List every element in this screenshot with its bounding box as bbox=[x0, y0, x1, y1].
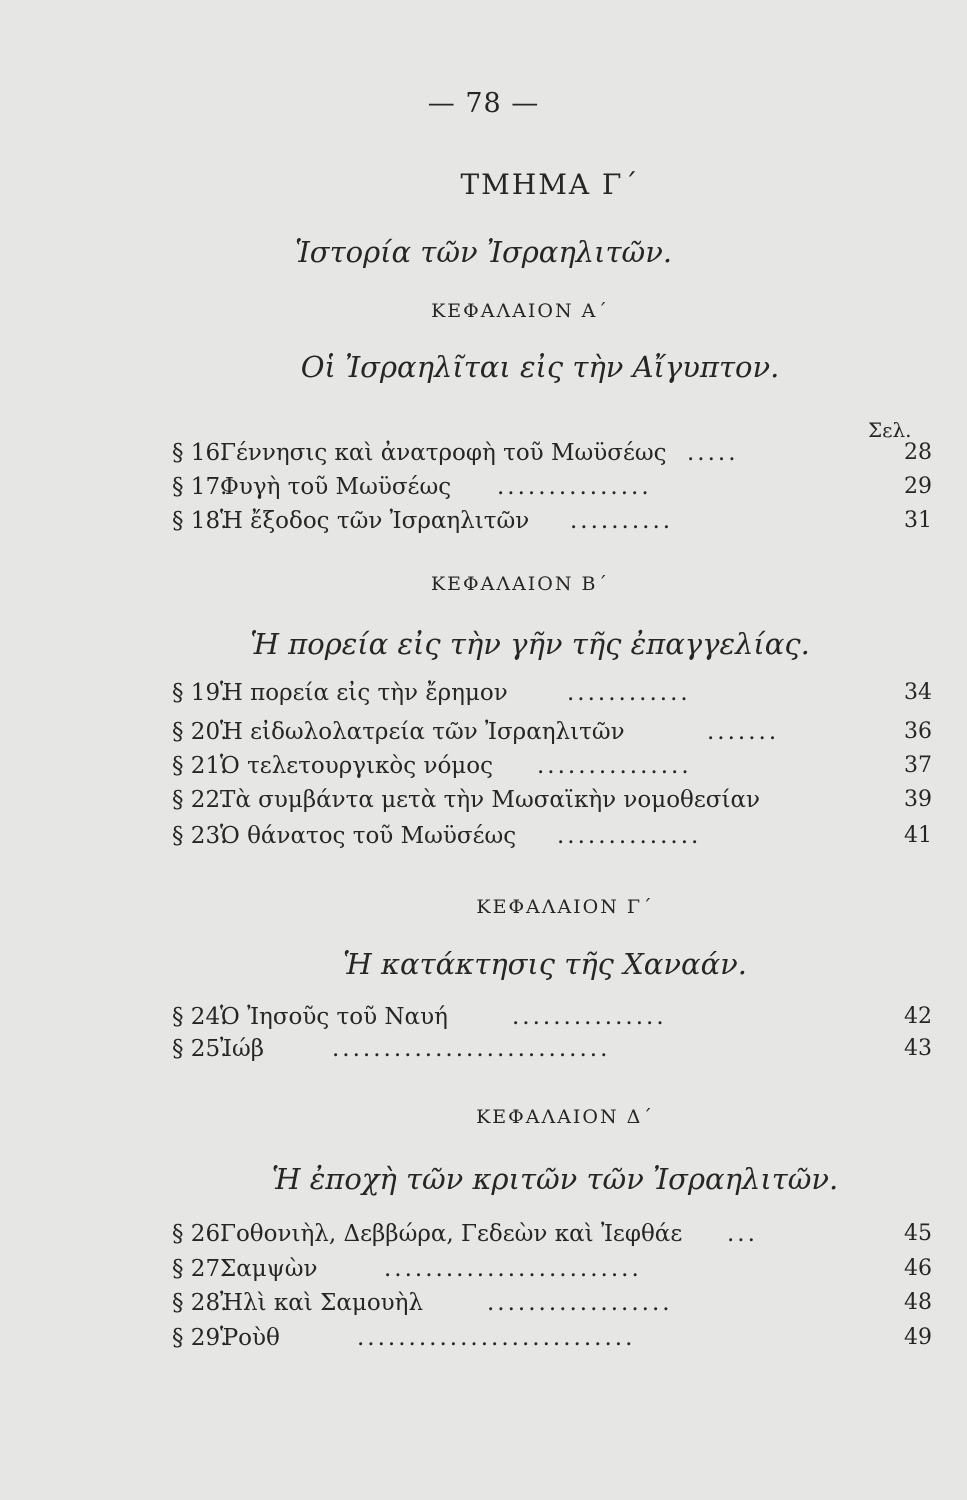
toc-entry bbox=[172, 823, 932, 863]
toc-section-number: § 22. bbox=[172, 787, 228, 813]
chapter-title: Ἡ πορεία εἰς τὴν γῆν τῆς ἐπαγγελίας. bbox=[250, 627, 810, 661]
chapter-heading: ΚΕΦΑΛΑΙΟΝ Γ΄ bbox=[476, 896, 654, 918]
toc-page-number: 37 bbox=[904, 753, 932, 778]
toc-entry bbox=[172, 1221, 932, 1261]
part-title: ΤΜΗΜΑ Γ΄ bbox=[460, 168, 640, 201]
toc-page-number: 42 bbox=[904, 1004, 932, 1029]
toc-page-number: 45 bbox=[904, 1221, 932, 1246]
toc-entry-title: Ἰώβ bbox=[220, 1036, 265, 1062]
toc-entry-title: Τὰ συμβάντα μετὰ τὴν Μωσαϊκὴν νομοθεσίαν bbox=[220, 787, 761, 813]
toc-entry-title: Ὁ Ἰησοῦς τοῦ Ναυή bbox=[220, 1004, 448, 1030]
toc-page-number: 41 bbox=[904, 823, 932, 848]
toc-leader: ........................... bbox=[357, 1325, 636, 1351]
toc-entry-title: Σαμψὼν bbox=[220, 1256, 318, 1282]
toc-leader: ........................... bbox=[332, 1036, 611, 1062]
chapter-title: Ἡ κατάκτησις τῆς Χαναάν. bbox=[342, 947, 748, 981]
toc-entry-title: Γέννησις καὶ ἀνατροφὴ τοῦ Μωϋσέως bbox=[220, 440, 667, 466]
chapter-title: Ἡ ἐποχὴ τῶν κριτῶν τῶν Ἰσραηλιτῶν. bbox=[271, 1162, 839, 1196]
toc-entry-title: Ῥοὺθ bbox=[220, 1325, 280, 1351]
toc-entry bbox=[172, 1036, 932, 1076]
toc-leader: .................. bbox=[487, 1290, 673, 1316]
toc-leader: ............... bbox=[512, 1004, 667, 1030]
toc-page-number: 48 bbox=[904, 1290, 932, 1315]
toc-section-number: § 26. bbox=[172, 1221, 228, 1247]
toc-leader: ....... bbox=[707, 719, 780, 745]
page-column-label: Σελ. bbox=[868, 418, 912, 442]
toc-page-number: 49 bbox=[904, 1325, 932, 1350]
toc-section-number: § 17. bbox=[172, 474, 228, 500]
page-number: — 78 — bbox=[427, 88, 540, 119]
toc-page-number: 46 bbox=[904, 1256, 932, 1281]
toc-entry bbox=[172, 1325, 932, 1365]
toc-page-number: 34 bbox=[904, 680, 932, 705]
toc-entry bbox=[172, 508, 932, 548]
toc-section-number: § 27. bbox=[172, 1256, 228, 1282]
toc-section-number: § 21. bbox=[172, 753, 228, 779]
toc-section-number: § 29. bbox=[172, 1325, 228, 1351]
toc-entry bbox=[172, 680, 932, 720]
toc-page-number: 31 bbox=[904, 508, 932, 533]
toc-page-number: 36 bbox=[904, 719, 932, 744]
toc-section-number: § 19. bbox=[172, 680, 228, 706]
toc-page-number: 39 bbox=[904, 787, 932, 812]
toc-entry-title: Φυγὴ τοῦ Μωϋσέως bbox=[220, 474, 452, 500]
chapter-heading: ΚΕΦΑΛΑΙΟΝ Δ΄ bbox=[476, 1106, 654, 1128]
toc-section-number: § 20. bbox=[172, 719, 228, 745]
toc-leader: ... bbox=[727, 1221, 758, 1247]
chapter-title: Οἱ Ἰσραηλῖται εἰς τὴν Αἴγυπτον. bbox=[300, 350, 780, 384]
toc-entry-title: Ἡ ἔξοδος τῶν Ἰσραηλιτῶν bbox=[220, 508, 530, 534]
toc-entry bbox=[172, 1290, 932, 1330]
toc-leader: ......................... bbox=[384, 1256, 642, 1282]
toc-section-number: § 25. bbox=[172, 1036, 228, 1062]
toc-entry-title: Ἡ πορεία εἰς τὴν ἔρημον bbox=[220, 680, 508, 706]
toc-leader: ............ bbox=[567, 680, 691, 706]
toc-section-number: § 16. bbox=[172, 440, 228, 466]
toc-section-number: § 18. bbox=[172, 508, 228, 534]
toc-leader: .......... bbox=[570, 508, 674, 534]
toc-leader: ............... bbox=[537, 753, 692, 779]
toc-leader: ..... bbox=[687, 440, 739, 466]
part-subtitle: Ἱστορία τῶν Ἰσραηλιτῶν. bbox=[294, 235, 673, 269]
toc-leader: ............... bbox=[497, 474, 652, 500]
toc-leader: .............. bbox=[557, 823, 702, 849]
chapter-heading: ΚΕΦΑΛΑΙΟΝ Α΄ bbox=[431, 300, 609, 322]
toc-page-number: 43 bbox=[904, 1036, 932, 1061]
toc-section-number: § 24. bbox=[172, 1004, 228, 1030]
chapter-heading: ΚΕΦΑΛΑΙΟΝ Β΄ bbox=[430, 573, 609, 595]
toc-entry-title: Γοθονιὴλ, Δεββώρα, Γεδεὼν καὶ Ἰεφθάε bbox=[220, 1221, 683, 1247]
toc-entry-title: Ὁ θάνατος τοῦ Μωϋσέως bbox=[220, 823, 517, 849]
toc-entry-title: Ἠλὶ καὶ Σαμουὴλ bbox=[220, 1290, 424, 1316]
toc-section-number: § 23. bbox=[172, 823, 228, 849]
toc-page-number: 28 bbox=[904, 440, 932, 465]
toc-page-number: 29 bbox=[904, 474, 932, 499]
toc-entry bbox=[172, 787, 932, 827]
toc-section-number: § 28. bbox=[172, 1290, 228, 1316]
toc-entry-title: Ἡ εἰδωλολατρεία τῶν Ἰσραηλιτῶν bbox=[220, 719, 625, 745]
toc-entry-title: Ὁ τελετουργικὸς νόμος bbox=[220, 753, 493, 779]
